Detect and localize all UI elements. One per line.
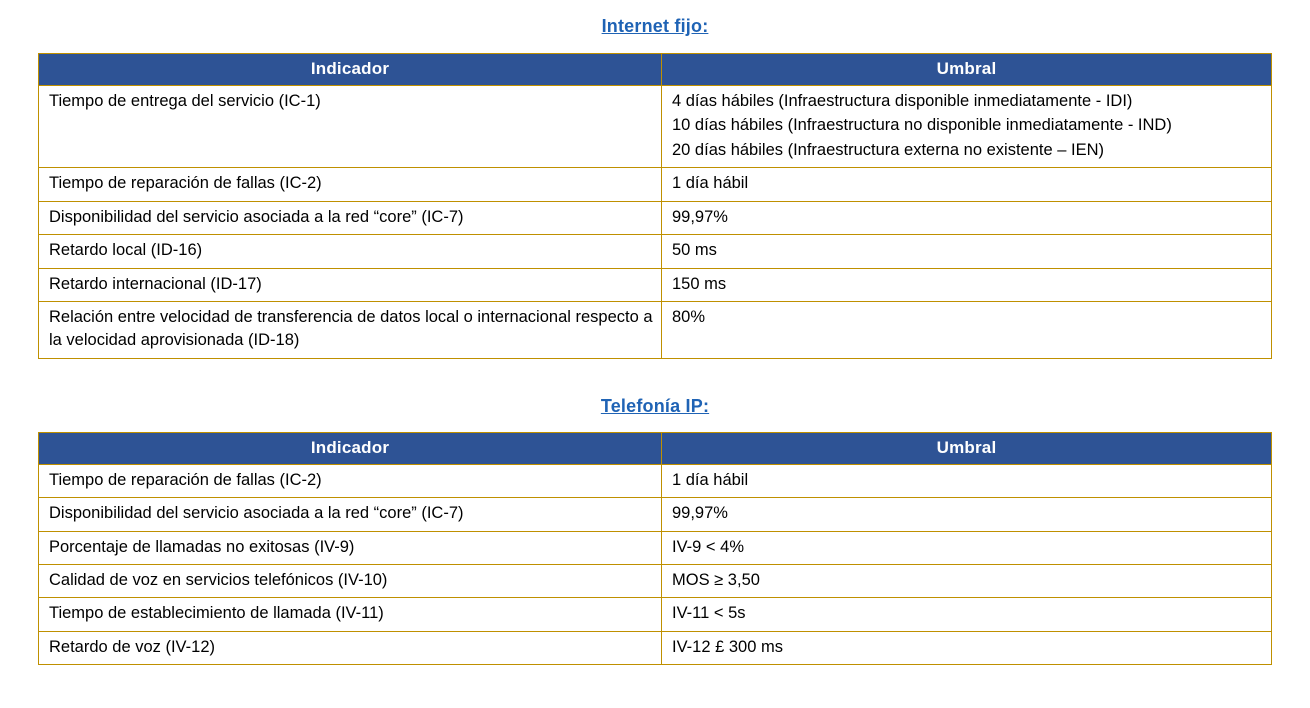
cell-indicador: Retardo internacional (ID-17) <box>39 268 662 301</box>
table-row <box>39 168 1272 201</box>
section-title-telefonia-ip: Telefonía IP: <box>600 395 710 416</box>
cell-umbral: 1 día hábil <box>662 464 1272 497</box>
table-telefonia-ip <box>38 432 1272 666</box>
table-row <box>39 531 1272 564</box>
table-header-row <box>39 54 1272 86</box>
table-row <box>39 631 1272 664</box>
cell-indicador: Calidad de voz en servicios telefónicos (IV-10) <box>39 565 662 598</box>
column-header-umbral: Umbral <box>662 432 1272 464</box>
column-header-umbral: Umbral <box>662 54 1272 86</box>
cell-umbral: 50 ms <box>662 235 1272 268</box>
cell-umbral: 80% <box>662 301 1272 358</box>
cell-indicador: Tiempo de establecimiento de llamada (IV-11) <box>39 598 662 631</box>
cell-indicador: Retardo de voz (IV-12) <box>39 631 662 664</box>
table-row <box>39 268 1272 301</box>
cell-umbral: 1 día hábil <box>662 168 1272 201</box>
cell-indicador: Disponibilidad del servicio asociada a la red “core” (IC-7) <box>39 201 662 234</box>
column-header-indicador: Indicador <box>39 432 662 464</box>
table-internet-fijo <box>38 53 1272 359</box>
cell-indicador: Relación entre velocidad de transferencia de datos local o internacional respecto a la velocidad aprovisionada (ID-18) <box>39 301 662 358</box>
cell-indicador: Disponibilidad del servicio asociada a la red “core” (IC-7) <box>39 498 662 531</box>
cell-umbral: 150 ms <box>662 268 1272 301</box>
umbral-line: 20 días hábiles (Infraestructura externa no existente – IEN) <box>672 140 1104 159</box>
section-spacer <box>0 359 1310 396</box>
table-row <box>39 301 1272 358</box>
section-title-internet-fijo: Internet fijo: <box>601 16 709 36</box>
table-row <box>39 201 1272 234</box>
cell-indicador: Porcentaje de llamadas no exitosas (IV-9) <box>39 531 662 564</box>
cell-umbral: MOS ≥ 3,50 <box>662 565 1272 598</box>
cell-indicador: Tiempo de reparación de fallas (IC-2) <box>39 464 662 497</box>
table-row <box>39 235 1272 268</box>
cell-umbral: 99,97% <box>662 201 1272 234</box>
umbral-line: 4 días hábiles (Infraestructura disponible inmediatamente - IDI) <box>672 92 1133 110</box>
cell-umbral <box>662 86 1272 168</box>
cell-umbral: 99,97% <box>662 498 1272 531</box>
cell-indicador: Retardo local (ID-16) <box>39 235 662 268</box>
umbral-line: 10 días hábiles (Infraestructura no disponible inmediatamente - IND) <box>672 116 1172 135</box>
cell-umbral: IV-11 < 5s <box>662 598 1272 631</box>
cell-umbral: IV-12 £ 300 ms <box>662 631 1272 664</box>
cell-umbral: IV-9 < 4% <box>662 531 1272 564</box>
table-row <box>39 86 1272 168</box>
table-row <box>39 464 1272 497</box>
document-page <box>0 16 1310 708</box>
table-row <box>39 565 1272 598</box>
table-row <box>39 598 1272 631</box>
table-row <box>39 498 1272 531</box>
column-header-indicador: Indicador <box>39 54 662 86</box>
cell-indicador: Tiempo de reparación de fallas (IC-2) <box>39 168 662 201</box>
cell-indicador: Tiempo de entrega del servicio (IC-1) <box>39 86 662 168</box>
table-header-row <box>39 432 1272 464</box>
table-wrapper-telefonia-ip <box>0 432 1310 666</box>
table-wrapper-internet-fijo <box>0 53 1310 359</box>
